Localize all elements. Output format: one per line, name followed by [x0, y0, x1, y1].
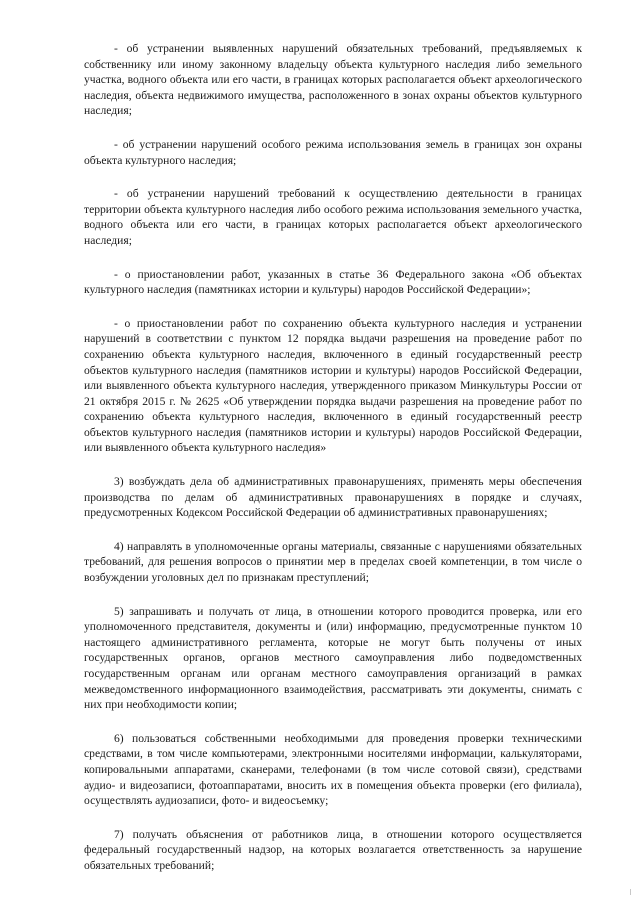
- paragraph-item-3: 3) возбуждать дела об административных правонарушениях, применять меры обеспечения производства по делам об административных правонарушениях в порядке и случаях, предусмотренных Кодексом Российской Федерации об административных правонарушениях;: [84, 475, 582, 520]
- paragraph-special-land-regime: - об устранении нарушений особого режима использования земель в границах зон охраны объекта культурного наследия;: [84, 137, 582, 167]
- paragraph-territory-requirements: - об устранении нарушений требований к осуществлению деятельности в границах территории объекта культурного наследия либо особого режима использования земельного участка, водного объекта или его части, в границах которых располагается объект археологического наследия;: [84, 187, 582, 247]
- paragraph-suspend-preservation-works: - о приостановлении работ по сохранению объекта культурного наследия и устранении нарушений в соответствии с пунктом 12 порядка выдачи разрешения на проведение работ по сохранению объекта культурного наследия, включенного в единый государственный реестр объектов культурного наследия (памятников истории и культуры) народов Российской Федерации, или выявленного объекта культурного наследия, утвержденного приказом Минкультуры России от 21 октября 2015 г. № 2625 «Об утверждении порядка выдачи разрешения на проведение работ по сохранению объекта культурного наследия, включенного в единый государственный реестр объектов культурного наследия (памятников истории и культуры) народов Российской Федерации, или выявленного объекта культурного наследия»: [84, 316, 582, 455]
- paragraph-item-7: 7) получать объяснения от работников лица, в отношении которого осуществляется федеральный государственный надзор, на которых возлагается ответственность за нарушение обязательных требований;: [84, 827, 582, 872]
- document-page: [84, 41, 582, 890]
- page-edge-mark: [630, 889, 634, 895]
- paragraph-item-4: 4) направлять в уполномоченные органы материалы, связанные с нарушениями обязательных требований, для решения вопросов о принятии мер в пределах своей компетенции, в том числе о возбуждении уголовных дел по признакам преступлений;: [84, 539, 582, 585]
- paragraph-item-6: 6) пользоваться собственными необходимыми для проведения проверки техническими средствами, в том числе компьютерами, электронными носителями информации, калькуляторами, копировальными аппаратами, сканерами, телефонами (в том числе сотовой связи), средствами аудио- и видеозаписи, фотоаппаратами, вносить их в помещения объекта проверки (его филиала), осуществлять аудиозаписи, фото- и видеосъемку;: [84, 731, 582, 808]
- paragraph-suspend-works-article-36: - о приостановлении работ, указанных в статье 36 Федерального закона «Об объектах культурного наследия (памятниках истории и культуры) народов Российской Федерации»;: [84, 267, 582, 297]
- paragraph-item-5: 5) запрашивать и получать от лица, в отношении которого проводится проверка, или его уполномоченного представителя, документы и (или) информацию, предусмотренные пунктом 10 настоящего административного регламента, которые не могут быть получены от иных государственных органов, органов местного самоуправления либо подведомственных государственным органам или органам местного самоуправления организаций в рамках межведомственного информационного взаимодействия, рассматривать эти документы, снимать с них при необходимости копии;: [84, 604, 582, 712]
- paragraph-eliminate-violations: - об устранении выявленных нарушений обязательных требований, предъявляемых к собственнику или иному законному владельцу объекта культурного наследия либо земельного участка, водного объекта или его части, в границах которых располагается объект археологического наследия, объекта недвижимого имущества, расположенного в зонах охраны объектов культурного наследия;: [84, 42, 582, 118]
